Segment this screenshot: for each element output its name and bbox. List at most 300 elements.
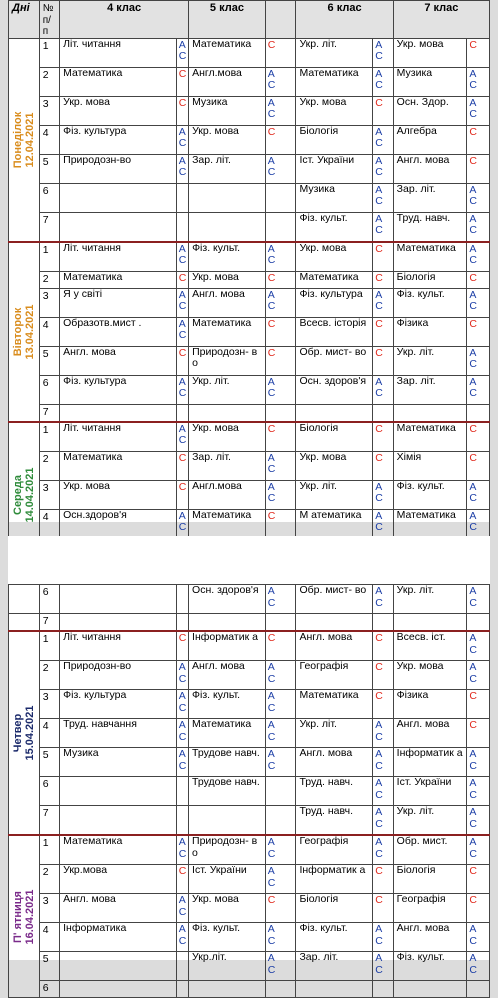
mark-c: C — [267, 509, 276, 522]
lesson-row — [9, 38, 490, 67]
header-days: Дні — [9, 1, 40, 39]
mark-a: A — [178, 317, 186, 330]
mark-a: A — [267, 375, 275, 388]
mark-cell — [176, 38, 188, 67]
subject-class-5: Укр. мова — [189, 125, 266, 154]
mark-cell — [265, 422, 296, 452]
mark-a: A — [178, 288, 186, 301]
mark-cell — [467, 125, 490, 154]
subject-class-4 — [60, 614, 177, 632]
subject-class-7: Географія — [393, 894, 467, 923]
header-number: № п/ п — [39, 1, 59, 39]
lesson-number: 4 — [39, 125, 59, 154]
mark-a: A — [469, 806, 477, 818]
mark-cell — [467, 375, 490, 404]
mark-cell — [373, 212, 393, 242]
subject-class-7: Всесв. іст. — [393, 631, 467, 661]
lesson-number: 2 — [39, 661, 59, 690]
mark-c: C — [375, 195, 383, 207]
subject-class-4: Укр. мова — [60, 96, 177, 125]
mark-c: C — [267, 166, 276, 178]
subject-class-6: Укр. мова — [296, 451, 373, 480]
mark-a: A — [469, 952, 477, 964]
mark-cell — [176, 96, 188, 125]
mark-c: C — [375, 451, 383, 464]
subject-class-5: Укр. мова — [189, 422, 266, 452]
subject-class-5: Фіз. культ. — [189, 242, 266, 272]
mark-a: A — [267, 451, 275, 464]
subject-class-7: Біологія — [393, 271, 467, 288]
page-top-spacer — [9, 536, 490, 585]
subject-class-4: Англ. мова — [60, 346, 177, 375]
header-class-5: 5 клас — [189, 1, 266, 39]
mark-a: A — [267, 585, 275, 597]
subject-class-5: Укр. мова — [189, 894, 266, 923]
mark-a: A — [178, 125, 186, 138]
subject-class-5: Англ.мова — [189, 67, 266, 96]
mark-c: C — [178, 67, 187, 80]
day-name-date — [12, 705, 36, 760]
mark-c: C — [178, 905, 187, 918]
mark-c: C — [375, 596, 383, 609]
mark-cell — [265, 981, 296, 998]
subject-class-5 — [189, 981, 266, 998]
mark-cell — [373, 835, 393, 865]
lesson-number: 1 — [39, 422, 59, 452]
mark-a: A — [178, 836, 186, 848]
subject-class-6: Обр. мист- во — [296, 346, 373, 375]
lesson-number: 3 — [39, 690, 59, 719]
mark-c: C — [469, 847, 477, 860]
header-class-7: 7 клас — [393, 1, 489, 39]
mark-a: A — [267, 690, 275, 702]
mark-cell — [373, 317, 393, 346]
subject-class-5: Математика — [189, 317, 266, 346]
mark-c: C — [375, 894, 383, 906]
mark-c: C — [469, 387, 477, 399]
mark-cell — [176, 614, 188, 632]
mark-cell — [467, 777, 490, 806]
mark-c: C — [267, 346, 276, 359]
day-label — [9, 38, 40, 242]
mark-cell — [373, 661, 393, 690]
subject-class-7: Алгебра — [393, 125, 467, 154]
mark-c: C — [178, 271, 187, 284]
subject-class-5 — [189, 614, 266, 632]
subject-class-7: Інформатик а — [393, 748, 467, 777]
header-class-6: 6 клас — [296, 1, 393, 39]
mark-cell — [373, 375, 393, 404]
mark-c: C — [469, 224, 477, 236]
mark-c: C — [469, 596, 477, 609]
mark-cell — [373, 451, 393, 480]
mark-c: C — [267, 254, 276, 266]
mark-a: A — [267, 865, 275, 877]
lesson-row — [9, 183, 490, 212]
subject-class-6: Математика — [296, 271, 373, 288]
mark-c: C — [178, 96, 187, 109]
mark-cell — [265, 748, 296, 777]
lesson-row — [9, 614, 490, 632]
lesson-number: 2 — [39, 865, 59, 894]
subject-class-5: Трудове навч. — [189, 777, 266, 806]
subject-class-6: Укр. літ. — [296, 719, 373, 748]
mark-cell — [467, 271, 490, 288]
subject-class-4: Фіз. культура — [60, 125, 177, 154]
subject-class-4 — [60, 777, 177, 806]
subject-class-4: Англ. мова — [60, 894, 177, 923]
subject-class-4: Укр. мова — [60, 480, 177, 509]
subject-class-7: Математика — [393, 509, 467, 538]
mark-cell — [176, 422, 188, 452]
header-gap — [265, 1, 296, 39]
mark-cell — [176, 631, 188, 661]
mark-cell — [373, 480, 393, 509]
lesson-row — [9, 154, 490, 183]
mark-a: A — [375, 375, 383, 388]
day-name-date — [12, 467, 36, 522]
mark-cell — [467, 614, 490, 632]
mark-a: A — [267, 67, 275, 80]
lesson-row — [9, 509, 490, 538]
subject-class-5: Математика — [189, 719, 266, 748]
lesson-number: 2 — [39, 271, 59, 288]
mark-a: A — [469, 212, 477, 225]
subject-class-5: Англ.мова — [189, 480, 266, 509]
subject-class-6: Географія — [296, 661, 373, 690]
lesson-number: 5 — [39, 154, 59, 183]
mark-cell — [176, 923, 188, 952]
mark-c: C — [469, 195, 477, 207]
mark-c: C — [178, 521, 187, 533]
mark-cell — [373, 631, 393, 661]
day-date: 14.04.2021 — [23, 466, 36, 523]
subject-class-6 — [296, 404, 373, 422]
lesson-row — [9, 242, 490, 272]
subject-class-5: Іст. України — [189, 865, 266, 894]
mark-cell — [373, 777, 393, 806]
mark-cell — [373, 719, 393, 748]
mark-c: C — [267, 730, 276, 743]
mark-c: C — [267, 271, 276, 284]
mark-cell — [467, 242, 490, 272]
mark-c: C — [178, 672, 187, 685]
mark-c: C — [178, 847, 187, 860]
subject-class-7: Англ. мова — [393, 923, 467, 952]
mark-cell — [176, 806, 188, 836]
mark-c: C — [375, 79, 383, 91]
mark-cell — [265, 585, 296, 614]
day-name-date — [12, 111, 36, 168]
lesson-row — [9, 212, 490, 242]
mark-c: C — [469, 690, 477, 702]
mark-cell — [373, 806, 393, 836]
mark-c: C — [375, 224, 383, 236]
lesson-row — [9, 748, 490, 777]
mark-c: C — [375, 847, 383, 860]
subject-class-7: Зар. літ. — [393, 183, 467, 212]
mark-cell — [467, 923, 490, 952]
subject-class-4: Природозн-во — [60, 154, 177, 183]
subject-class-6: Математика — [296, 67, 373, 96]
lesson-row — [9, 923, 490, 952]
mark-cell — [176, 154, 188, 183]
mark-c: C — [469, 271, 477, 284]
mark-cell — [265, 67, 296, 96]
lesson-number: 4 — [39, 317, 59, 346]
mark-cell — [265, 719, 296, 748]
subject-class-4: Фіз. культура — [60, 375, 177, 404]
mark-c: C — [178, 701, 187, 714]
header-row — [9, 1, 490, 39]
mark-cell — [265, 631, 296, 661]
mark-cell — [265, 375, 296, 404]
mark-cell — [176, 981, 188, 998]
mark-a: A — [178, 894, 186, 906]
mark-cell — [373, 981, 393, 998]
mark-cell — [467, 661, 490, 690]
mark-c: C — [375, 492, 383, 504]
mark-c: C — [469, 788, 477, 801]
mark-c: C — [375, 317, 383, 330]
mark-cell — [467, 38, 490, 67]
subject-class-6: Фіз. культура — [296, 288, 373, 317]
mark-cell — [176, 346, 188, 375]
mark-cell — [467, 748, 490, 777]
mark-a: A — [375, 67, 383, 80]
mark-cell — [373, 865, 393, 894]
subject-class-4 — [60, 952, 177, 981]
mark-cell — [265, 96, 296, 125]
subject-class-4: Літ. читання — [60, 242, 177, 272]
subject-class-7 — [393, 614, 467, 632]
mark-cell — [176, 865, 188, 894]
mark-a: A — [178, 375, 186, 388]
lesson-number: 7 — [39, 614, 59, 632]
mark-c: C — [267, 894, 276, 906]
mark-cell — [176, 835, 188, 865]
mark-c: C — [469, 358, 477, 370]
mark-a: A — [375, 125, 383, 138]
lesson-number: 2 — [39, 67, 59, 96]
mark-cell — [373, 271, 393, 288]
mark-cell — [265, 271, 296, 288]
subject-class-6: Осн. здоров'я — [296, 375, 373, 404]
mark-a: A — [267, 242, 275, 255]
mark-a: A — [375, 836, 383, 848]
subject-class-7: Обр. мист. — [393, 835, 467, 865]
mark-c: C — [375, 387, 383, 399]
mark-a: A — [375, 212, 383, 225]
mark-cell — [176, 375, 188, 404]
mark-c: C — [375, 788, 383, 801]
mark-cell — [467, 835, 490, 865]
mark-cell — [467, 317, 490, 346]
mark-c: C — [267, 317, 276, 330]
subject-class-5: Зар. літ. — [189, 154, 266, 183]
mark-cell — [373, 585, 393, 614]
mark-c: C — [178, 865, 187, 877]
subject-class-4: Математика — [60, 451, 177, 480]
subject-class-7: Англ. мова — [393, 719, 467, 748]
day-label — [9, 242, 40, 422]
mark-c: C — [267, 125, 276, 138]
day-label-blank — [9, 585, 40, 614]
mark-c: C — [375, 963, 383, 976]
mark-cell — [176, 748, 188, 777]
subject-class-7: Фіз. культ. — [393, 480, 467, 509]
subject-class-5: Англ. мова — [189, 288, 266, 317]
subject-class-4: Математика — [60, 67, 177, 96]
lesson-row — [9, 375, 490, 404]
mark-cell — [373, 404, 393, 422]
subject-class-5: Фіз. культ. — [189, 923, 266, 952]
mark-c: C — [267, 387, 276, 399]
day-name: Четвер — [11, 713, 24, 753]
mark-a: A — [267, 96, 275, 109]
subject-class-6 — [296, 981, 373, 998]
mark-c: C — [375, 661, 383, 673]
mark-a: A — [375, 154, 383, 167]
mark-a: A — [375, 288, 383, 301]
day-name-date — [12, 889, 36, 944]
subject-class-4: Укр.мова — [60, 865, 177, 894]
mark-a: A — [469, 661, 477, 673]
subject-class-4 — [60, 404, 177, 422]
subject-class-5: Зар. літ. — [189, 451, 266, 480]
lesson-row — [9, 631, 490, 661]
mark-c: C — [375, 346, 383, 359]
mark-cell — [373, 183, 393, 212]
mark-cell — [265, 125, 296, 154]
lesson-row — [9, 288, 490, 317]
lesson-number: 4 — [39, 923, 59, 952]
lesson-number: 1 — [39, 242, 59, 272]
mark-cell — [176, 404, 188, 422]
lesson-row — [9, 346, 490, 375]
mark-a: A — [178, 748, 186, 760]
subject-class-5 — [189, 404, 266, 422]
subject-class-4: Я у світі — [60, 288, 177, 317]
subject-class-6: Географія — [296, 835, 373, 865]
subject-class-6: Англ. мова — [296, 748, 373, 777]
subject-class-5: Математика — [189, 38, 266, 67]
mark-cell — [467, 346, 490, 375]
subject-class-4: Фіз. культура — [60, 690, 177, 719]
mark-a: A — [469, 923, 477, 935]
day-name: Понеділок — [11, 111, 24, 168]
mark-cell — [373, 923, 393, 952]
mark-c: C — [178, 759, 187, 772]
mark-cell — [265, 183, 296, 212]
mark-c: C — [267, 79, 276, 91]
lesson-number: 4 — [39, 719, 59, 748]
schedule-table-1 — [8, 0, 490, 568]
mark-c: C — [178, 254, 187, 266]
mark-a: A — [469, 585, 477, 597]
mark-cell — [265, 404, 296, 422]
mark-cell — [467, 865, 490, 894]
mark-a: A — [267, 836, 275, 848]
subject-class-5: Природозн- во — [189, 835, 266, 865]
lesson-number: 6 — [39, 777, 59, 806]
mark-a: A — [178, 509, 186, 522]
mark-a: A — [469, 242, 477, 255]
lesson-number: 1 — [39, 631, 59, 661]
mark-cell — [467, 509, 490, 538]
lesson-number: 1 — [39, 38, 59, 67]
lesson-row — [9, 777, 490, 806]
mark-c: C — [375, 730, 383, 743]
day-name-date — [12, 304, 36, 359]
mark-cell — [265, 806, 296, 836]
subject-class-7: Іст. України — [393, 777, 467, 806]
subject-class-4: Осн.здоров'я — [60, 509, 177, 538]
subject-class-4: Математика — [60, 835, 177, 865]
mark-cell — [176, 480, 188, 509]
mark-c: C — [375, 422, 383, 435]
mark-cell — [373, 346, 393, 375]
mark-cell — [265, 38, 296, 67]
lesson-row — [9, 981, 490, 998]
mark-cell — [265, 451, 296, 480]
mark-a: A — [469, 836, 477, 848]
mark-c: C — [469, 672, 477, 685]
mark-c: C — [267, 422, 276, 435]
mark-c: C — [267, 596, 276, 609]
subject-class-6: Фіз. культ. — [296, 212, 373, 242]
mark-cell — [467, 183, 490, 212]
lesson-row — [9, 865, 490, 894]
subject-class-4: Літ. читання — [60, 422, 177, 452]
mark-cell — [265, 509, 296, 538]
subject-class-7: Математика — [393, 422, 467, 452]
mark-cell — [176, 719, 188, 748]
mark-a: A — [469, 96, 477, 109]
mark-cell — [265, 480, 296, 509]
mark-c: C — [267, 38, 276, 51]
schedule-page-1 — [8, 0, 490, 533]
mark-cell — [176, 451, 188, 480]
mark-c: C — [469, 38, 477, 51]
mark-cell — [467, 952, 490, 981]
mark-c: C — [178, 346, 187, 359]
lesson-number: 6 — [39, 375, 59, 404]
subject-class-7 — [393, 404, 467, 422]
subject-class-7: Укр. мова — [393, 661, 467, 690]
mark-cell — [373, 894, 393, 923]
mark-cell — [467, 981, 490, 998]
mark-cell — [373, 748, 393, 777]
subject-class-4 — [60, 585, 177, 614]
mark-cell — [467, 288, 490, 317]
mark-cell — [373, 509, 393, 538]
subject-class-6: Фіз. культ. — [296, 923, 373, 952]
header-class-4: 4 клас — [60, 1, 189, 39]
mark-a: A — [469, 67, 477, 80]
subject-class-5 — [189, 183, 266, 212]
mark-a: A — [178, 422, 186, 435]
mark-c: C — [267, 876, 276, 889]
subject-class-6: Іст. України — [296, 154, 373, 183]
mark-cell — [467, 404, 490, 422]
mark-c: C — [267, 963, 276, 976]
mark-c: C — [178, 434, 187, 446]
mark-c: C — [375, 166, 383, 178]
subject-class-7: Укр. літ. — [393, 806, 467, 836]
mark-c: C — [375, 271, 383, 284]
mark-c: C — [178, 730, 187, 743]
